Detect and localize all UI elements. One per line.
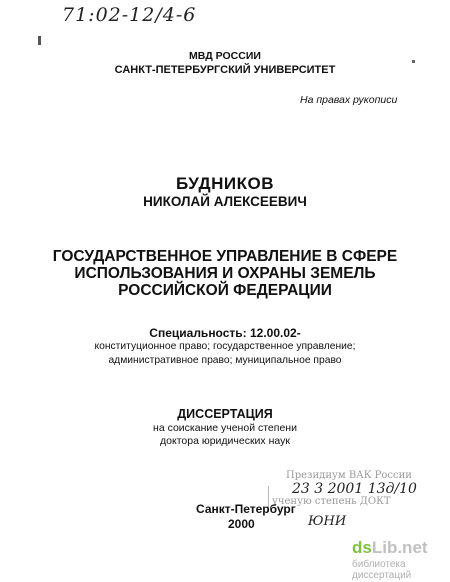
handwritten-date: 23 3 2001 13д/10 [292,481,417,497]
title-line-2: ИСПОЛЬЗОВАНИЯ И ОХРАНЫ ЗЕМЕЛЬ [74,265,376,282]
dissertation-label: ДИССЕРТАЦИЯ [177,407,273,421]
author-name: НИКОЛАЙ АЛЕКСЕЕВИЧ [143,194,307,209]
specialty-line-1: конституционное право; государственное управление; [94,341,356,352]
author-surname: БУДНИКОВ [176,174,274,193]
specialty-label: Специальность: 12.00.02- [149,326,301,340]
watermark-logo [352,538,428,558]
degree-line-1: на соискание ученой степени [153,422,297,434]
title-line-1: ГОСУДАРСТВЕННОЕ УПРАВЛЕНИЕ В СФЕРЕ [52,248,398,265]
watermark-subtitle: библиотека диссертаций [352,559,412,581]
title-line-3: РОССИЙСКОЙ ФЕДЕРАЦИИ [118,282,332,299]
stamp-line-2: ученую степень ДОКТ [272,496,391,507]
specialty-line-2: административное право; муниципальное право [108,355,342,366]
degree-line-2: доктора юридических наук [160,435,290,447]
handwritten-catalog-code: 71:02-12/4-6 [62,4,197,26]
scan-mark [38,36,41,45]
university-heading: САНКТ-ПЕТЕРБУРГСКИЙ УНИВЕРСИТЕТ [114,64,336,76]
handwritten-signature: ЮНИ [308,514,347,529]
city: Санкт-Петербург [196,502,296,516]
watermark-logo-lib: Lib.net [371,538,428,557]
ministry-heading: МВД РОССИИ [189,50,261,62]
rights-note: На правах рукописи [300,94,398,106]
year: 2000 [228,517,255,531]
watermark-logo-ds: ds [352,538,372,557]
stamp-line-1: Президиум ВАК России [286,470,412,481]
